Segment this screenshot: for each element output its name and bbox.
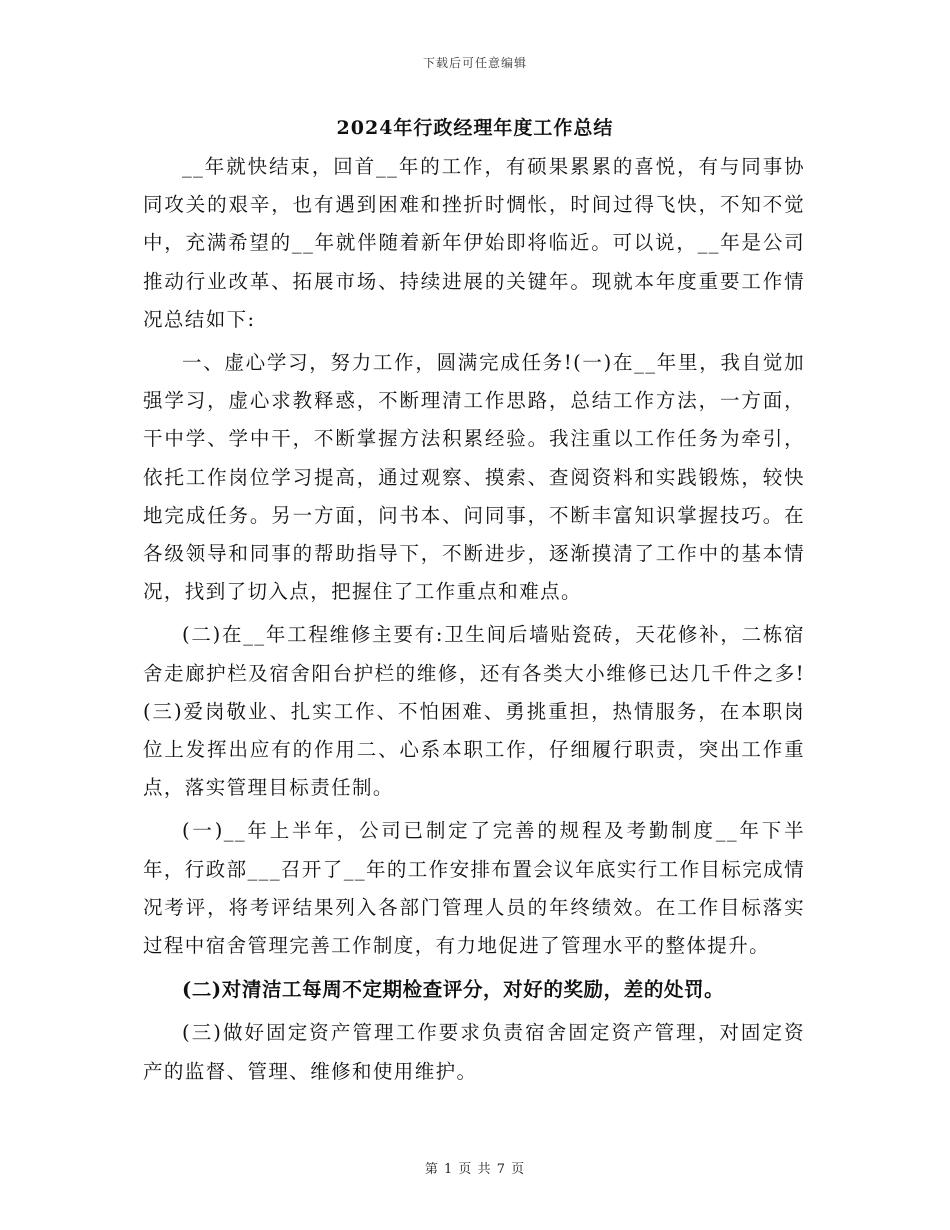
header-note: 下载后可任意编辑 xyxy=(422,56,527,70)
paragraph-cleaning-inspection: (二)对清洁工每周不定期检查评分，对好的奖励，差的处罚。 xyxy=(182,978,725,1002)
paragraph-section-one: 一、虚心学习，努力工作，圆满完成任务!(一)在__年里，我自觉加强学习，虚心求教释惑，不断理清工作思路，总结工作方法，一方面，干中学、学中干，不断掌握方法积累经验。我注重以工作任务为牵引，依托工作岗位学习提高，通过观察、摸索、查阅资料和实践锻炼，较快地完成任务。另一方面，问书本、问同事，不断丰富知识掌握技巧。在各级领导和同事的帮助指导下，不断进步，逐渐摸清了工作中的基本情况，找到了切入点，把握住了工作重点和难点。 xyxy=(143,351,805,604)
document-title: 2024年行政经理年度工作总结 xyxy=(336,117,614,139)
document-body xyxy=(143,148,805,1091)
page-number: 第 1 页 共 7 页 xyxy=(424,1162,526,1177)
paragraph-attendance: (一)__年上半年，公司已制定了完善的规程及考勤制度__年下半年，行政部___召开了__年的工作安排布置会议年底实行工作目标完成情况考评，将考评结果列入各部门管理人员的年终绩效。在工作目标落实过程中宿舍管理完善工作制度，有力地促进了管理水平的整体提升。 xyxy=(143,819,805,958)
paragraph-intro: __年就快结束，回首__年的工作，有硕果累累的喜悦，有与同事协同攻关的艰辛，也有遇到困难和挫折时惆怅，时间过得飞快，不知不觉中，充满希望的__年就伴随着新年伊始即将临近。可以说，__年是公司推动行业改革、拓展市场、持续进展的关键年。现就本年度重要工作情况总结如下: xyxy=(143,155,805,331)
paragraph-maintenance: (二)在__年工程维修主要有:卫生间后墙贴瓷砖，天花修补，二栋宿舍走廊护栏及宿舍阳台护栏的维修，还有各类大小维修已达几千件之多!(三)爱岗敬业、扎实工作、不怕困难、勇挑重担，热情服务，在本职岗位上发挥出应有的作用二、心系本职工作，仔细履行职责，突出工作重点，落实管理目标责任制。 xyxy=(143,623,805,800)
paragraph-fixed-assets: (三)做好固定资产管理工作要求负责宿舍固定资产管理，对固定资产的监督、管理、维修和使用维护。 xyxy=(143,1021,805,1083)
